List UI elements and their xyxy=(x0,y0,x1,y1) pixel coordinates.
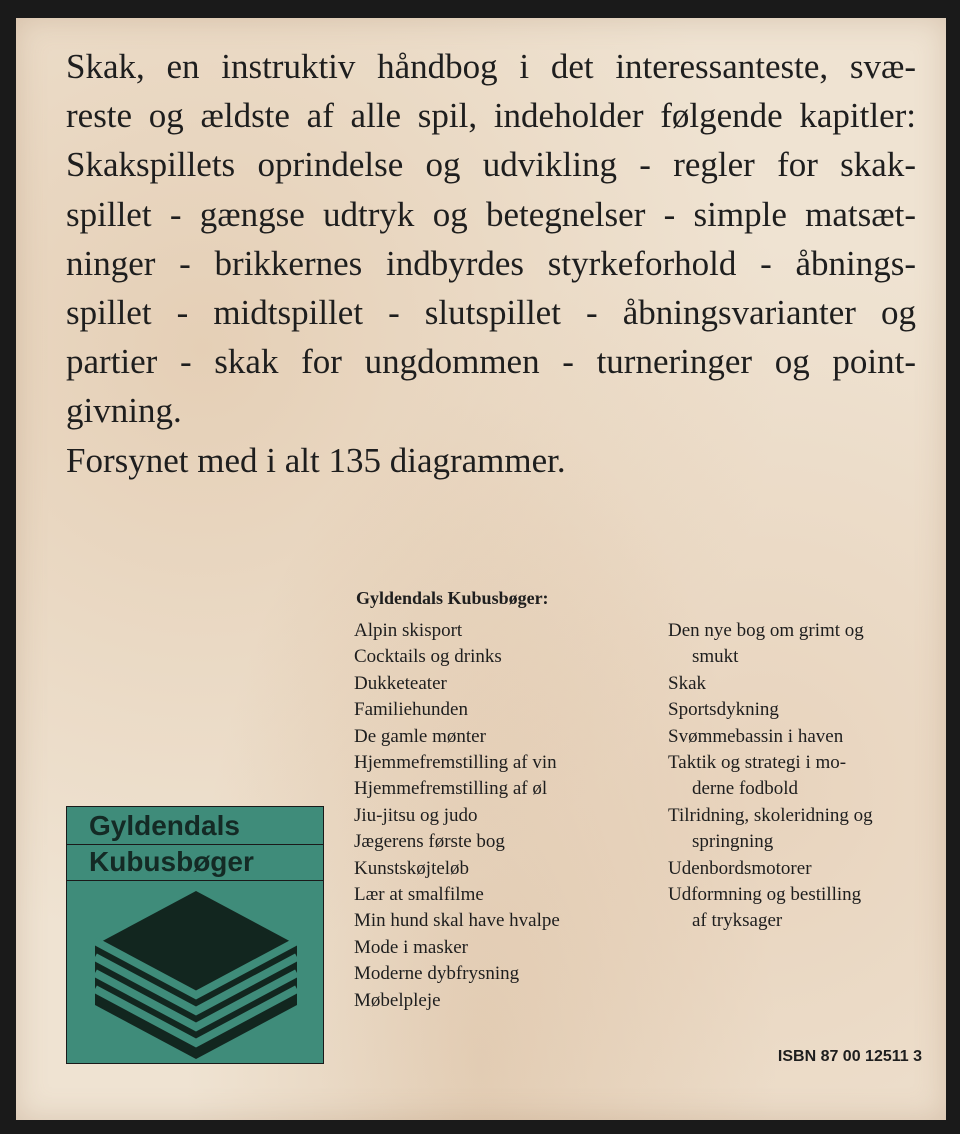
book-description xyxy=(66,42,916,485)
description-line: Forsynet med i alt 135 diagrammer. xyxy=(66,440,566,480)
series-title: Min hund skal have hvalpe xyxy=(354,910,560,932)
description-line: Skak, en instruktiv håndbog i det interessanteste, svæ- xyxy=(66,47,916,86)
series-title: Sportsdykning xyxy=(668,699,779,721)
series-title-continuation: springning xyxy=(692,831,774,853)
series-title: Svømmebassin i haven xyxy=(668,725,844,747)
series-titles-column-2 xyxy=(668,618,918,935)
series-title: Udformning og bestilling xyxy=(668,884,862,906)
series-title: Lær at smalfilme xyxy=(354,884,484,906)
series-title: Mode i masker xyxy=(354,936,468,958)
description-line: spillet - gængse udtryk og betegnelser - simple matsæt- xyxy=(66,194,916,234)
description-line: Skakspillets oprindelse og udvikling - regler for skak- xyxy=(66,145,916,185)
series-title: Moderne dybfrysning xyxy=(354,963,520,985)
series-title: Hjemmefremstilling af vin xyxy=(354,752,557,774)
series-title: Dukketeater xyxy=(354,672,447,694)
description-line: partier - skak for ungdommen - turneringer og point- xyxy=(66,342,916,382)
series-title: De gamle mønter xyxy=(354,725,486,747)
series-title: Kunstskøjteløb xyxy=(354,857,470,879)
series-title: Tilridning, skoleridning og xyxy=(668,804,873,826)
cube-logo-icon xyxy=(87,887,305,1059)
series-title: Udenbordsmotorer xyxy=(668,857,812,879)
logo-text-line-1: Gyldendals xyxy=(67,809,323,845)
series-title: Taktik og strategi i mo- xyxy=(668,752,847,774)
description-line: spillet - midtspillet - slutspillet - åbningsvarianter og xyxy=(66,293,916,333)
description-line: givning. xyxy=(66,391,182,431)
series-title: Familiehunden xyxy=(354,699,468,721)
isbn-number: ISBN 87 00 12511 3 xyxy=(777,1048,922,1065)
logo-text-line-2: Kubusbøger xyxy=(67,845,323,881)
series-title: Jiu-jitsu og judo xyxy=(354,804,478,826)
series-title: Hjemmefremstilling af øl xyxy=(354,778,548,800)
series-title: Den nye bog om grimt og xyxy=(668,620,864,641)
series-title-continuation: smukt xyxy=(692,646,739,668)
description-line: ninger - brikkernes indbyrdes styrkeforhold - åbnings- xyxy=(66,243,916,283)
description-line: reste og ældste af alle spil, indeholder følgende kapitler: xyxy=(66,96,916,136)
series-title-continuation: af tryksager xyxy=(692,910,783,932)
series-title: Skak xyxy=(668,672,706,694)
series-title: Alpin skisport xyxy=(354,620,463,641)
book-back-cover xyxy=(16,18,946,1120)
series-title: Cocktails og drinks xyxy=(354,646,502,668)
series-heading: Gyldendals Kubusbøger: xyxy=(356,588,549,608)
series-titles-column-1 xyxy=(354,618,644,1014)
series-title-continuation: derne fodbold xyxy=(692,778,799,800)
publisher-logo xyxy=(66,806,324,1064)
series-title: Jægerens første bog xyxy=(354,831,505,853)
series-title: Møbelpleje xyxy=(354,989,441,1011)
